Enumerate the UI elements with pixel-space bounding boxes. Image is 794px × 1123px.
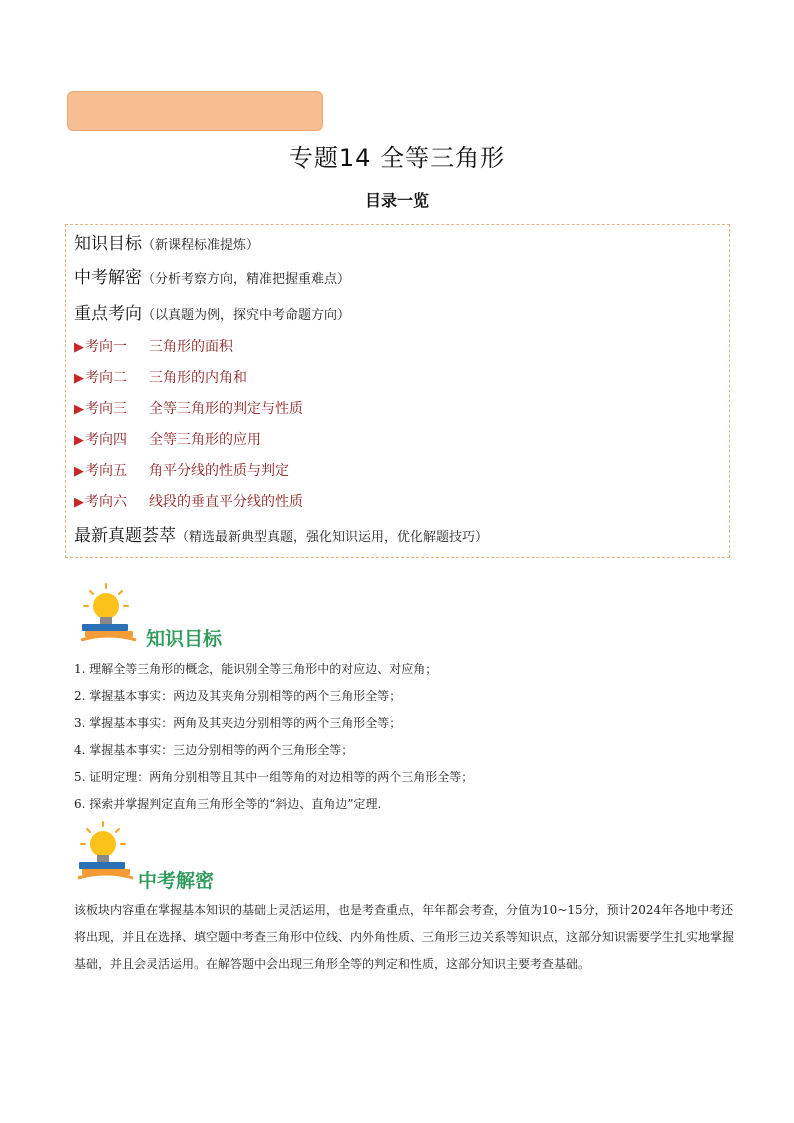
list-item: 2. 掌握基本事实：两边及其夹角分别相等的两个三角形全等； [74, 689, 402, 703]
toc-item-3[interactable]: ▶考向三 全等三角形的判定与性质 [74, 401, 303, 417]
list-item: 5. 证明定理：两角分别相等且其中一组等角的对边相等的两个三角形全等； [74, 770, 474, 784]
arrow-right-icon: ▶ [74, 371, 84, 386]
toc-header-knowledge[interactable]: 知识目标（新课程标准提炼） [74, 234, 260, 254]
lightbulb-books-icon [78, 582, 140, 648]
section-title-analysis: 中考解密 [138, 870, 215, 892]
toc-header-focus[interactable]: 重点考向（以真题为例，探究中考命题方向） [74, 304, 351, 324]
toc-item-1[interactable]: ▶考向一 三角形的面积 [74, 339, 233, 355]
section-title-knowledge: 知识目标 [146, 628, 223, 650]
header-banner [67, 91, 323, 131]
list-item: 4. 掌握基本事实：三边分别相等的两个三角形全等； [74, 743, 354, 757]
arrow-right-icon: ▶ [74, 402, 84, 417]
table-of-contents [65, 224, 730, 558]
arrow-right-icon: ▶ [74, 340, 84, 355]
list-item: 6. 探索并掌握判定直角三角形全等的“斜边、直角边”定理. [74, 797, 382, 811]
arrow-right-icon: ▶ [74, 495, 84, 510]
toc-item-2[interactable]: ▶考向二 三角形的内角和 [74, 370, 247, 386]
toc-item-6[interactable]: ▶考向六 线段的垂直平分线的性质 [74, 494, 303, 510]
list-item: 1. 理解全等三角形的概念，能识别全等三角形中的对应边、对应角； [74, 662, 438, 676]
page-title: 专题14 全等三角形 [288, 144, 506, 172]
toc-item-4[interactable]: ▶考向四 全等三角形的应用 [74, 432, 261, 448]
list-item: 3. 掌握基本事实：两角及其夹边分别相等的两个三角形全等； [74, 716, 402, 730]
toc-header-analysis[interactable]: 中考解密（分析考察方向，精准把握重难点） [74, 268, 351, 288]
toc-item-5[interactable]: ▶考向五 角平分线的性质与判定 [74, 463, 289, 479]
toc-title: 目录一览 [364, 191, 429, 210]
toc-header-latest[interactable]: 最新真题荟萃（精选最新典型真题，强化知识运用，优化解题技巧） [74, 526, 489, 546]
arrow-right-icon: ▶ [74, 433, 84, 448]
arrow-right-icon: ▶ [74, 464, 84, 479]
lightbulb-books-icon [75, 820, 137, 886]
analysis-paragraph: 该板块内容重在掌握基本知识的基础上灵活运用，也是考查重点，年年都会考查，分值为10~15分，预计2024年各地中考还将出现，并且在选择、填空题中考查三角形中位线、内外角性质、三角形三边关系等知识点，这部分知识需要学生扎实地掌握基础，并且会灵活运用。在解答题中会出现三角形全等的判定和性质，这部分知识主要考查基础。 [74, 903, 735, 971]
